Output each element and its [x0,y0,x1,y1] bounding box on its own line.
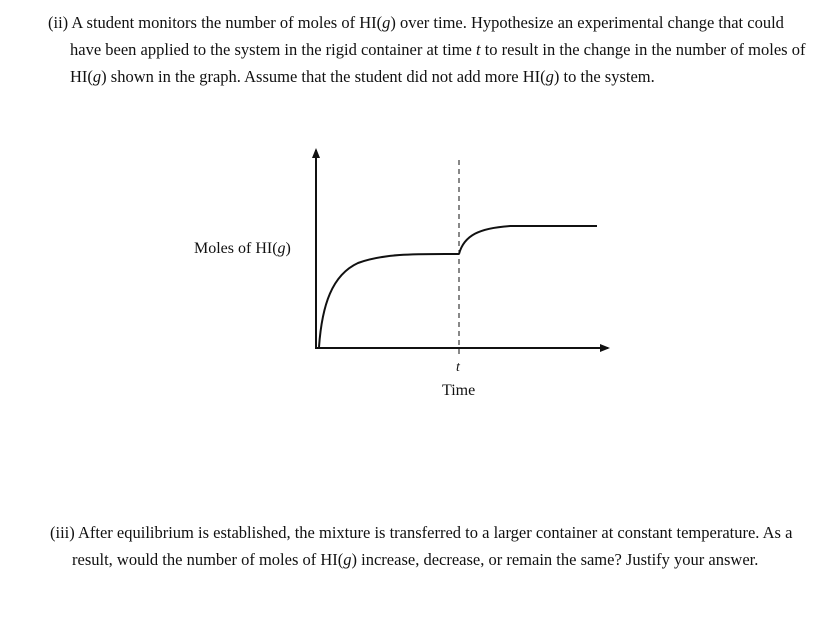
time-t-label: t [456,360,460,375]
curve-after-t [459,226,597,254]
curve-before-t [319,254,459,347]
question-ii-text: (ii) A student monitors the number of moles of HI(g) over time. Hypothesize an experimental change that could have been applied to the system in the rigid container at time t to result in the change in the number of moles of HI(g) shown in the graph. Assume that the student did not add more HI(g) to the system. [48,13,806,86]
x-axis-label: Time [442,382,476,399]
question-iii-text: (iii) After equilibrium is established, the mixture is transferred to a larger container at constant temperature. As a result, would the number of moles of HI(g) increase, decrease, or remain the same? Justify your answer. [50,523,793,569]
question-iii [50,519,820,573]
y-axis-label: Moles of HI(g) [194,240,291,257]
question-iii-number: (iii) [50,523,75,542]
question-ii-number: (ii) [48,13,69,32]
